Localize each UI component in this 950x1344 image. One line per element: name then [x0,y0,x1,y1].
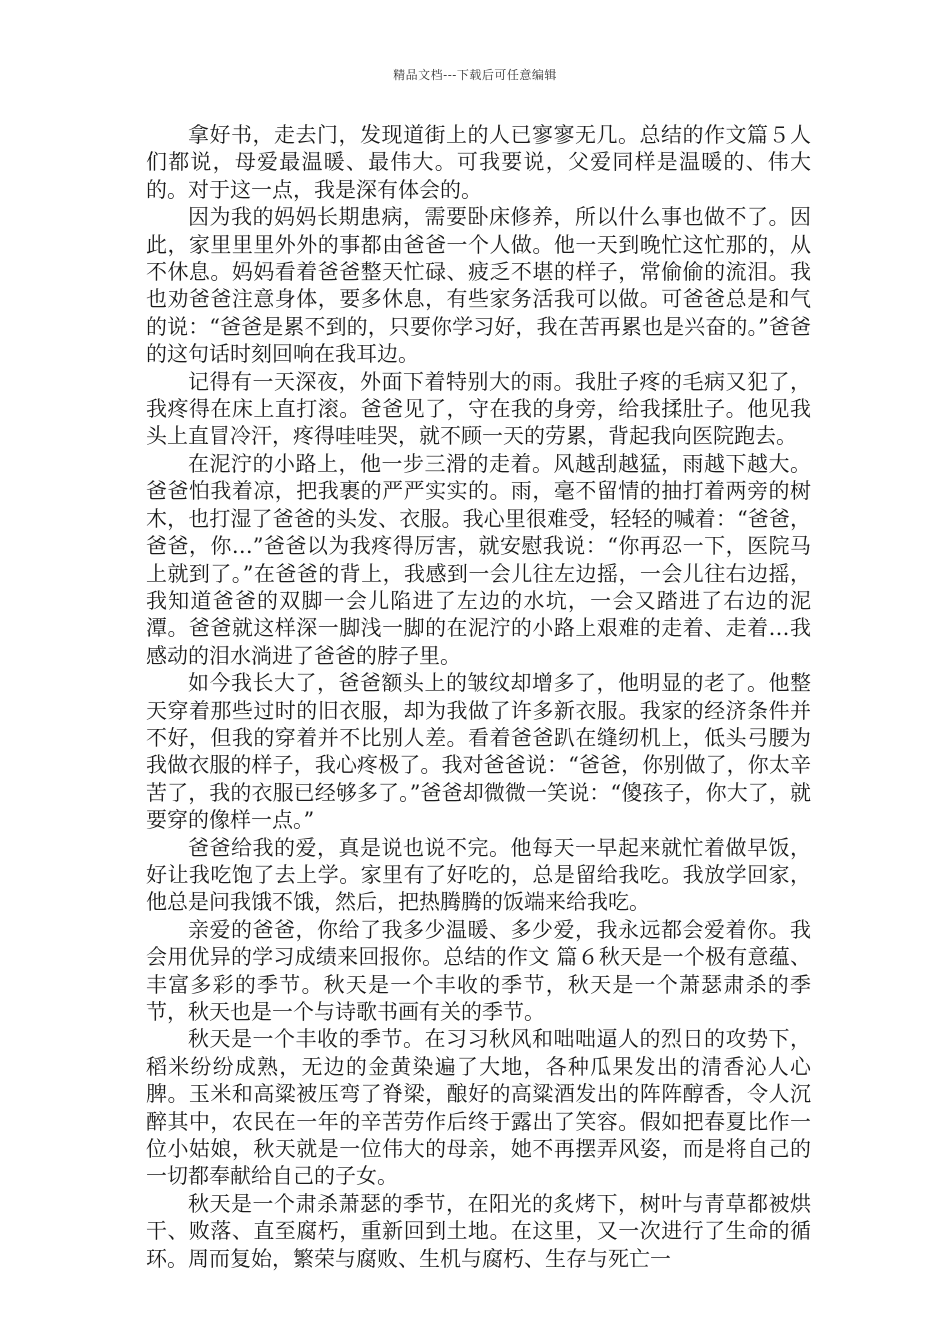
page-header: 精品文档---下载后可任意编辑 [393,68,557,82]
paragraph: 拿好书，走去门，发现道街上的人已寥寥无几。总结的作文篇５人们都说，母爱最温暖、最伟大。可我要说，父爱同样是温暖的、伟大的。对于这一点，我是深有体会的。 [146,123,811,202]
paragraph: 亲爱的爸爸，你给了我多少温暖、多少爱，我永远都会爱着你。我会用优异的学习成绩来回报你。总结的作文 篇６秋天是一个极有意蕴、丰富多彩的季节。秋天是一个丰收的季节，秋天是一个萧瑟肃杀的季节，秋天也是一个与诗歌书画有关的季节。 [146,917,811,1024]
paragraph: 因为我的妈妈长期患病，需要卧床修养，所以什么事也做不了。因此，家里里里外外的事都由爸爸一个人做。他一天到晚忙这忙那的，从不休息。妈妈看着爸爸整天忙碌、疲乏不堪的样子，常偷偷的流泪。我也劝爸爸注意身体，要多休息，有些家务活我可以做。可爸爸总是和气的说：“爸爸是累不到的，只要你学习好，我在苦再累也是兴奋的。”爸爸的这句话时刻回响在我耳边。 [146,205,811,367]
document-body [146,122,811,1273]
paragraph: 秋天是一个肃杀萧瑟的季节，在阳光的炙烤下，树叶与青草都被烘干、败落、直至腐朽，重新回到土地。在这里，又一次进行了生命的循环。周而复始，繁荣与腐败、生机与腐朽、生存与死亡一 [146,1191,811,1271]
paragraph: 爸爸给我的爱，真是说也说不完。他每天一早起来就忙着做早饭，好让我吃饱了去上学。家里有了好吃的，总是留给我吃。我放学回家，他总是问我饿不饿，然后，把热腾腾的饭端来给我吃。 [146,835,811,915]
paragraph: 如今我长大了，爸爸额头上的皱纹却增多了，他明显的老了。他整天穿着那些过时的旧衣服，却为我做了许多新衣服。我家的经济条件并不好，但我的穿着并不比别人差。看着爸爸趴在缝纫机上，低头弓腰为我做衣服的样子，我心疼极了。我对爸爸说：“爸爸，你别做了，你太辛苦了，我的衣服已经够多了。”爸爸却微微一笑说：“傻孩子，你大了，就要穿的像样一点。” [146,671,811,833]
paragraph: 在泥泞的小路上，他一步三滑的走着。风越刮越猛，雨越下越大。爸爸怕我着凉，把我裹的严严实实的。雨，毫不留情的抽打着两旁的树木，也打湿了爸爸的头发、衣服。我心里很难受，轻轻的喊着：“爸爸，爸爸，你…”爸爸以为我疼得厉害，就安慰我说：“你再忍一下，医院马上就到了。”在爸爸的背上，我感到一会儿往左边摇，一会儿往右边摇，我知道爸爸的双脚一会儿陷进了左边的水坑，一会又踏进了右边的泥潭。爸爸就这样深一脚浅一脚的在泥泞的小路上艰难的走着、走着…我感动的泪水淌进了爸爸的脖子里。 [146,451,811,668]
paragraph: 记得有一天深夜，外面下着特别大的雨。我肚子疼的毛病又犯了，我疼得在床上直打滚。爸爸见了，守在我的身旁，给我揉肚子。他见我头上直冒冷汗，疼得哇哇哭，就不顾一天的劳累，背起我向医院跑去。 [146,369,811,449]
paragraph: 秋天是一个丰收的季节。在习习秋风和咄咄逼人的烈日的攻势下，稻米纷纷成熟，无边的金黄染遍了大地，各种瓜果发出的清香沁人心脾。玉米和高粱被压弯了脊梁，酿好的高粱酒发出的阵阵醇香，令人沉醉其中，农民在一年的辛苦劳作后终于露出了笑容。假如把春夏比作一位小姑娘，秋天就是一位伟大的母亲，她不再摆弄风姿，而是将自己的一切都奉献给自己的子女。 [146,1027,811,1189]
